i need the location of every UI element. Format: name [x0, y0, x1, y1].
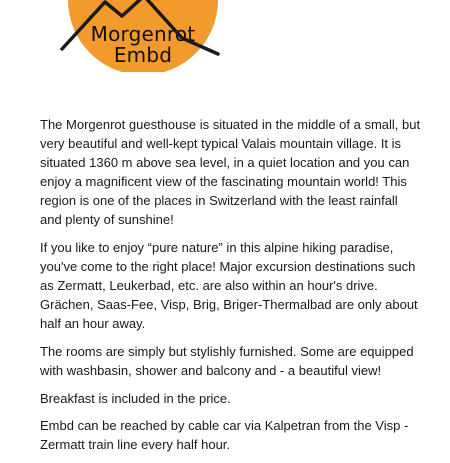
logo	[60, 0, 226, 72]
text-line: The Morgenrot guesthouse is situated in the middle of a small, but	[40, 117, 421, 132]
paragraph-breakfast	[40, 389, 416, 408]
text-line: with washbasin, shower and balcony and - a beautiful view!	[40, 363, 382, 379]
paragraph-access	[40, 416, 416, 454]
text-line: region is one of the places in Switzerland with the least rainfall	[40, 193, 398, 209]
text-line: as Zermatt, Leukerbad, etc. are also within an hour's drive.	[40, 278, 378, 294]
text-line: Zermatt train line every half hour.	[40, 437, 231, 453]
text-line: The rooms are simply but stylishly furnished. Some are equipped	[40, 344, 414, 360]
text-line: If you like to enjoy “pure nature” in this alpine hiking paradise,	[40, 240, 394, 256]
text-line: situated 1360 m above sea level, in a quiet location and you can	[40, 155, 410, 171]
text-line: very beautiful and well-kept typical Valais mountain village. It is	[40, 136, 402, 152]
text-line: you've come to the right place! Major excursion destinations such	[40, 259, 416, 275]
text-line: and plenty of sunshine!	[40, 212, 174, 228]
description-text	[40, 115, 421, 463]
paragraph-rooms	[40, 342, 416, 380]
text-line: enjoy a magnificent view of the fascinating mountain world! This	[40, 174, 407, 190]
logo-subtitle: Embd	[113, 43, 173, 67]
text-line: Grächen, Saas-Fee, Visp, Brig, Briger-Thermalbad are only about	[40, 297, 418, 313]
logo-title: Morgenrot	[90, 22, 196, 46]
text-line: half an hour away.	[40, 316, 146, 332]
text-line: Embd can be reached by cable car via Kalpetran from the Visp -	[40, 418, 409, 434]
text-line: Breakfast is included in the price.	[40, 390, 231, 406]
paragraph-nature	[40, 238, 416, 333]
paragraph-location	[40, 115, 421, 230]
